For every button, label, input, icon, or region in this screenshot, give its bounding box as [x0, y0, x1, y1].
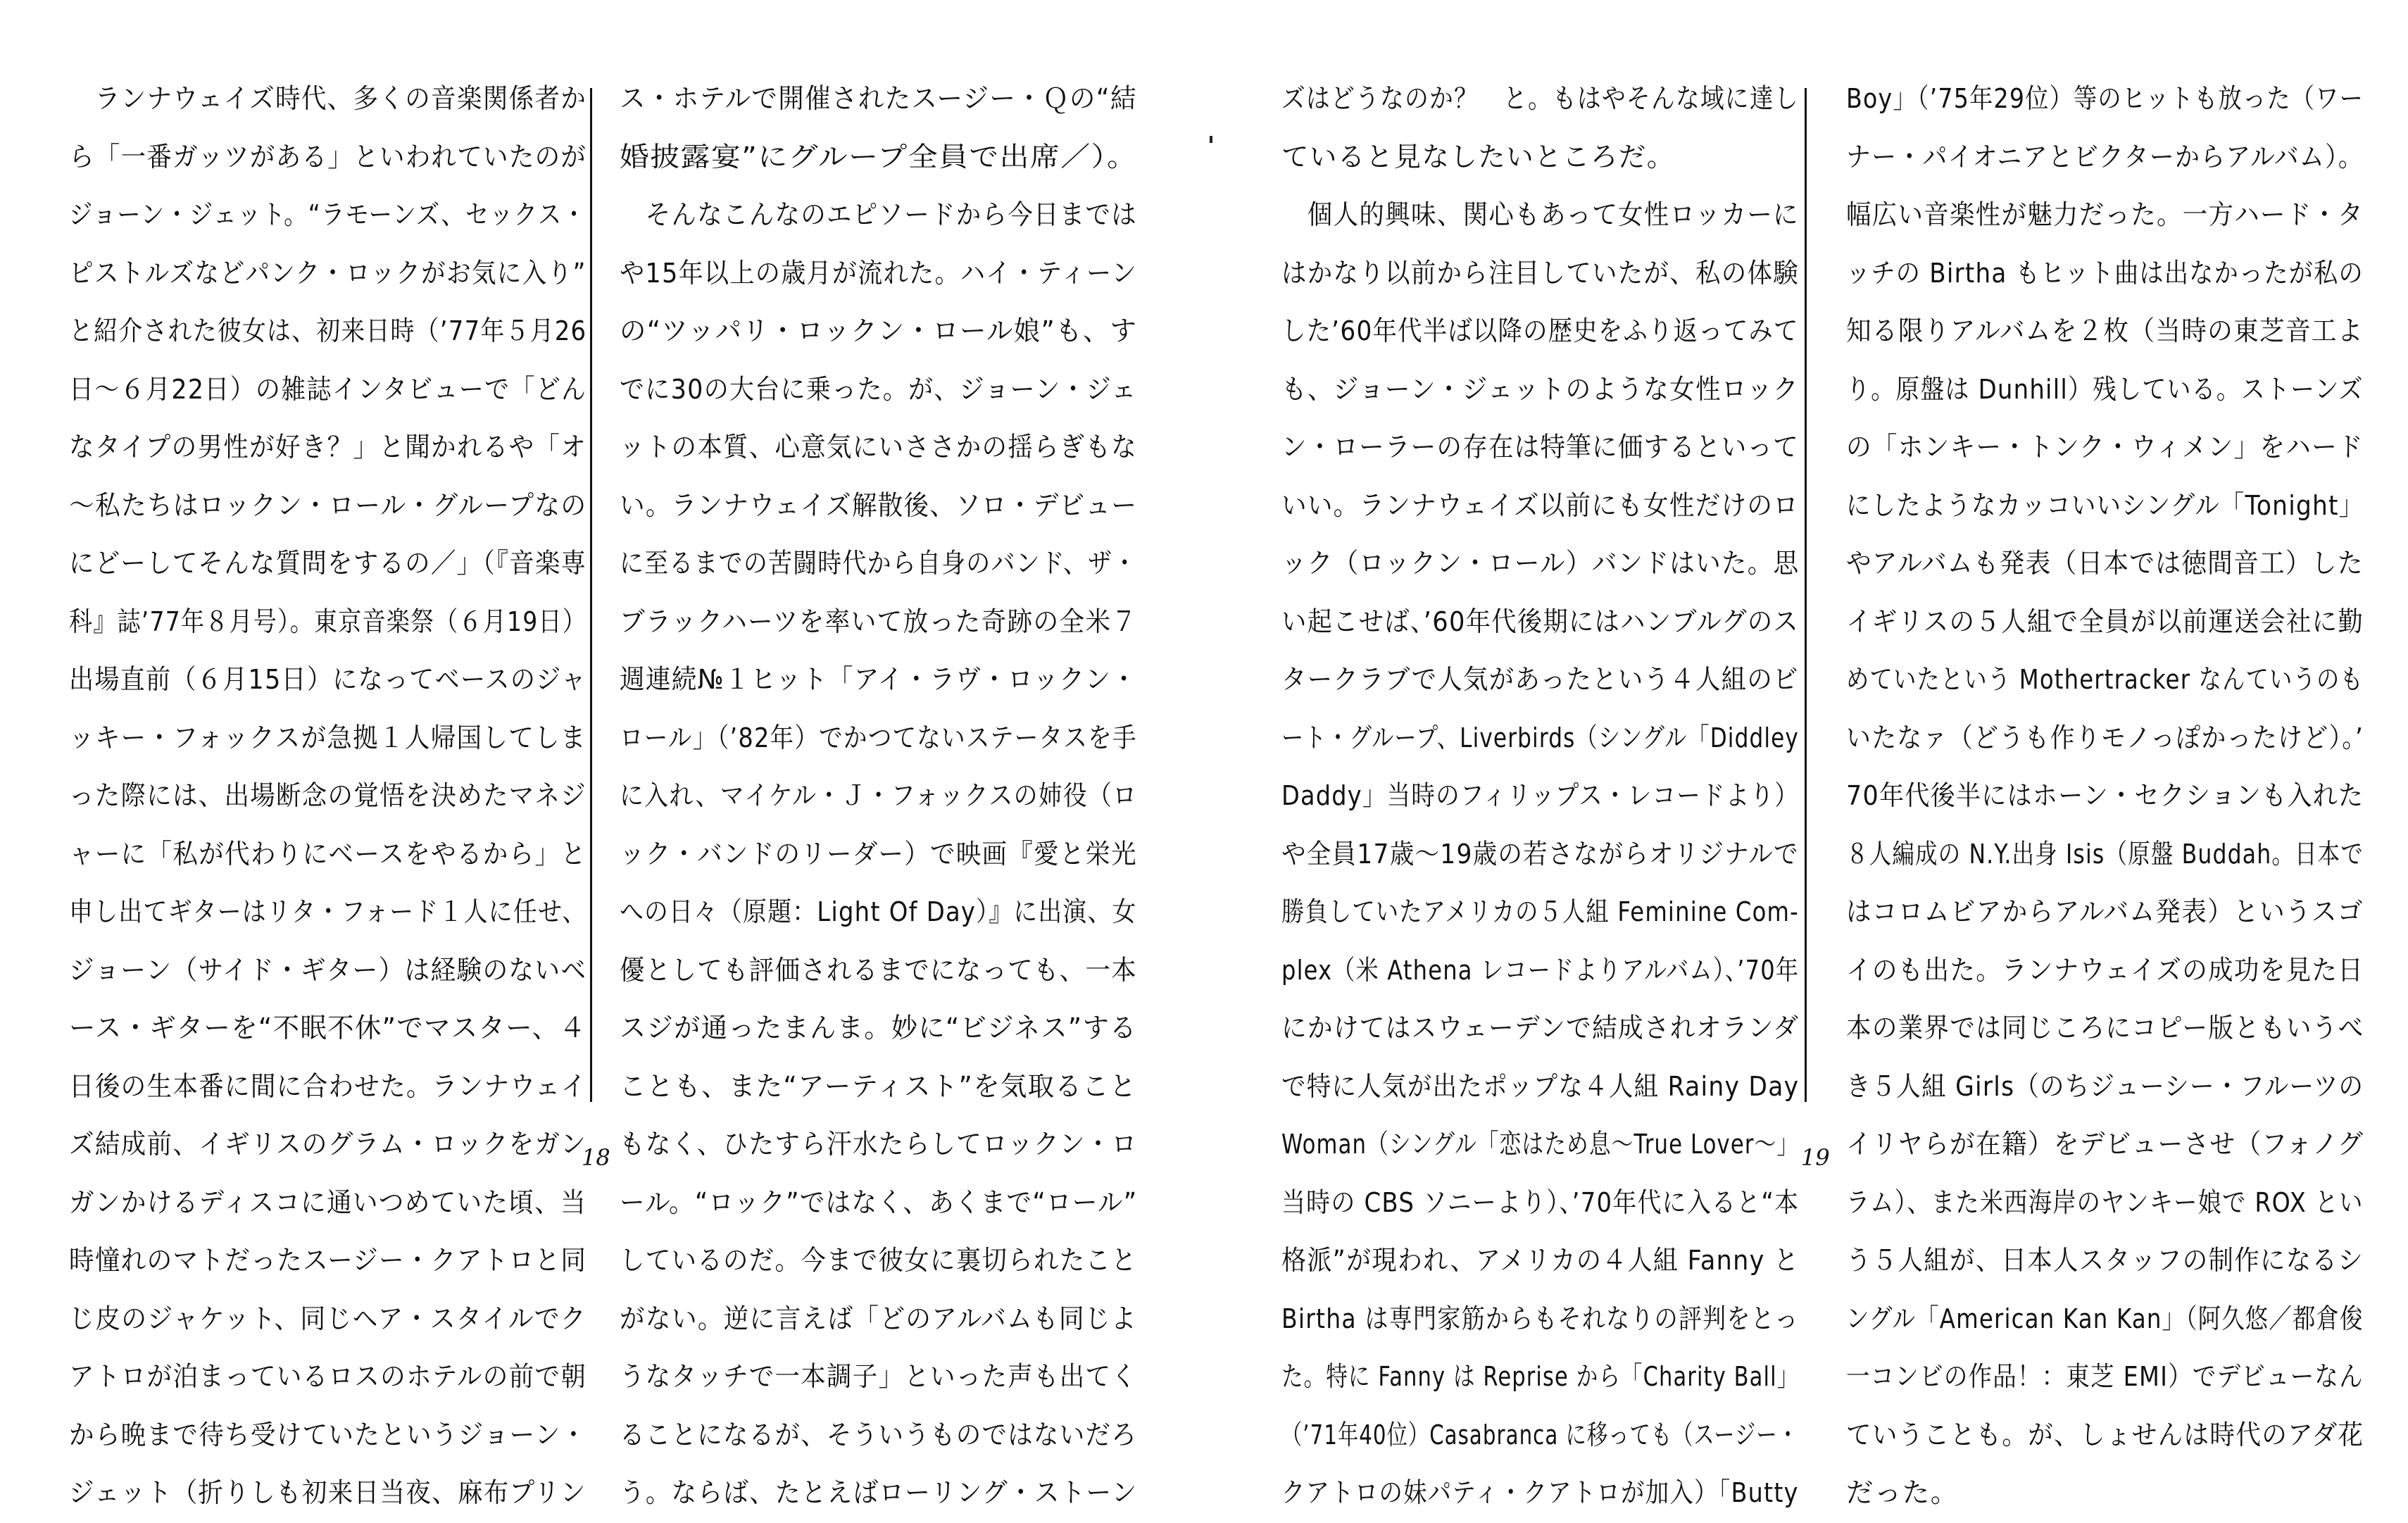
text-line: 幅広い音楽性が魅力だった。一方ハード・タ — [1846, 199, 2364, 231]
text-line: 当時の CBS ソニーより）、’70年代に入ると“本 — [1281, 1186, 1800, 1219]
gutter-mark — [1210, 136, 1212, 143]
page-number-left: 18 — [582, 1144, 610, 1171]
text-line: した’60年代半ば以降の歴史をふり返ってみて — [1281, 315, 1799, 347]
text-line: アトロが泊まっているロスのホテルの前で朝 — [69, 1361, 587, 1393]
text-line: と紹介された彼女は、初来日時（’77年５月26 — [69, 315, 587, 347]
text-line: ていると見なしたいところだ。 — [1281, 141, 1675, 173]
text-line: 優としても評価されるまでになっても、一本 — [620, 954, 1138, 986]
right-page-column-2 — [1846, 70, 2408, 1523]
text-line: も、ジョーン・ジェットのような女性ロック — [1281, 373, 1799, 406]
text-line: 知る限りアルバムを２枚（当時の東芝音工よ — [1846, 315, 2364, 347]
text-line: ート・グループ、Liverbirds（シングル「Diddley — [1281, 722, 1800, 754]
text-line: ナー・パイオニアとビクターからアルバム）。 — [1846, 141, 2364, 173]
text-line: ズはどうなのか？ と。もはやそんな域に達し — [1281, 83, 1799, 115]
text-line: ック・バンドのリーダー）で映画『愛と栄光 — [620, 838, 1138, 870]
text-line: 科』誌’77年８月号）。東京音楽祭（６月19日） — [69, 606, 587, 638]
text-line: 日後の生本番に間に合わせた。ランナウェイ — [69, 1070, 587, 1103]
text-line: や全員17歳〜19歳の若さながらオリジナルで — [1281, 838, 1799, 870]
text-line: イのも出た。ランナウェイズの成功を見た日 — [1846, 954, 2364, 986]
left-page-column-1 — [69, 70, 672, 1523]
text-line: う。ならば、たとえばローリング・ストーン — [620, 1477, 1138, 1509]
text-line: （’71年40位）Casabranca に移っても（スージー・ — [1281, 1419, 1799, 1451]
text-line: ガンかけるディスコに通いつめていた頃、当 — [69, 1186, 587, 1219]
text-line: の“ツッパリ・ロックン・ロール娘”も、す — [620, 315, 1138, 347]
text-line: はかなり以前から注目していたが、私の体験 — [1281, 257, 1800, 289]
text-line: でに30の大台に乗った。が、ジョーン・ジェ — [620, 373, 1137, 406]
text-line: いたなァ（どうも作りモノっぽかったけど）。’ — [1846, 722, 2364, 754]
text-line: 〜私たちはロックン・ロール・グループなの — [69, 489, 587, 522]
text-line: 時憧れのマトだったスージー・クアトロと同 — [69, 1245, 587, 1277]
text-line: 個人的興味、関心もあって女性ロッカーに — [1281, 199, 1799, 231]
text-line: うなタッチで一本調子」といった声も出てく — [620, 1361, 1138, 1393]
text-line: しているのだ。今まで彼女に裏切られたこと — [620, 1245, 1138, 1277]
text-line: 一コンビの作品！：東芝 EMI）でデビューなん — [1846, 1361, 2364, 1393]
text-line: 婚披露宴”にグループ全員で出席／）。 — [620, 141, 1138, 173]
text-line: ８人編成の N.Y.出身 Isis（原盤 Buddah。日本で — [1846, 838, 2364, 870]
text-line: ることになるが、そういうものではないだろ — [620, 1419, 1138, 1451]
left-page-column-2 — [620, 70, 1213, 1523]
text-line: ック（ロックン・ロール）バンドはいた。思 — [1281, 548, 1800, 579]
text-line: なタイプの男性が好き？」と聞かれるや「オ — [69, 432, 587, 463]
text-line: った際には、出場断念の覚悟を決めたマネジ — [69, 780, 587, 812]
text-line: ロール」（’82年）でかつてないステータスを手 — [620, 722, 1137, 754]
column-divider — [590, 88, 592, 1102]
text-line: ール。“ロック”ではなく、あくまで“ロール” — [620, 1186, 1138, 1219]
text-line: に入れ、マイケル・Ｊ・フォックスの姉役（ロ — [620, 780, 1138, 812]
text-line: 70年代後半にはホーン・セクションも入れた — [1846, 780, 2364, 812]
text-line: 本の業界では同じころにコピー版ともいうべ — [1846, 1013, 2364, 1044]
text-line: ジェット（折りしも初来日当夜、麻布プリン — [69, 1477, 587, 1509]
text-line: 日〜６月22日）の雑誌インタビューで「どん — [69, 373, 587, 406]
text-line: ピストルズなどパンク・ロックがお気に入り” — [69, 257, 587, 289]
text-line: ングル「American Kan Kan」（阿久悠／都倉俊 — [1846, 1303, 2364, 1335]
text-line: ら「一番ガッツがある」といわれていたのが — [69, 141, 587, 173]
text-line: ス・ホテルで開催されたスージー・Ｑの“結 — [620, 83, 1137, 115]
text-line: もなく、ひたすら汗水たらしてロックン・ロ — [620, 1129, 1138, 1160]
text-line: だった。 — [1846, 1477, 1959, 1509]
column-divider — [1805, 88, 1807, 1102]
text-line: そんなこんなのエピソードから今日までは — [620, 199, 1138, 231]
text-line: めていたという Mothertracker なんていうのも — [1846, 664, 2364, 696]
text-line: はコロムビアからアルバム発表）というスゴ — [1846, 896, 2364, 928]
text-line: Birtha は専門家筋からもそれなりの評判をとっ — [1281, 1303, 1799, 1335]
text-line: ャーに「私が代わりにベースをやるから」と — [69, 838, 587, 870]
text-line: にしたようなカッコいいシングル「Tonight」 — [1846, 489, 2364, 522]
text-line: ジョーン・ジェット。“ラモーンズ、セックス・ — [69, 199, 587, 231]
text-line: ランナウェイズ時代、多くの音楽関係者か — [69, 83, 587, 115]
text-line: う５人組が、日本人スタッフの制作になるシ — [1846, 1245, 2364, 1277]
text-line: た。特に Fanny は Reprise から「Charity Ball」 — [1281, 1361, 1800, 1393]
text-line: 申し出てギターはリタ・フォード１人に任せ、 — [69, 896, 587, 928]
text-line: いい。ランナウェイズ以前にも女性だけのロ — [1281, 489, 1800, 522]
text-line: イギリスの５人組で全員が以前運送会社に勤 — [1846, 606, 2364, 638]
text-line: ース・ギターを“不眠不休”でマスター、４ — [69, 1013, 587, 1044]
text-line: の「ホンキー・トンク・ウィメン」をハード — [1846, 432, 2364, 463]
text-line: への日々（原題：Light Of Day）』に出演、女 — [620, 896, 1137, 928]
text-line: い。ランナウェイズ解散後、ソロ・デビュー — [620, 489, 1138, 522]
text-line: い起こせば、’60年代後期にはハンブルグのス — [1281, 606, 1800, 638]
text-line: から晩まで待ち受けていたというジョーン・ — [69, 1419, 587, 1451]
text-line: Boy」（’75年29位）等のヒットも放った（ワー — [1846, 83, 2364, 115]
text-line: にかけてはスウェーデンで結成されオランダ — [1281, 1013, 1800, 1044]
text-line: ッチの Birtha もヒット曲は出なかったが私の — [1846, 257, 2364, 289]
text-line: 格派”が現われ、アメリカの４人組 Fanny と — [1281, 1245, 1800, 1277]
text-line: ジョーン（サイド・ギター）は経験のないベ — [69, 954, 587, 986]
text-line: Woman（シングル「恋はため息〜True Lover〜」 — [1281, 1129, 1800, 1160]
text-line: ラム）、また米西海岸のヤンキー娘で ROX とい — [1846, 1186, 2364, 1219]
text-line: ン・ローラーの存在は特筆に価するといって — [1281, 432, 1800, 463]
text-line: り。原盤は Dunhill）残している。ストーンズ — [1846, 373, 2364, 406]
text-line: クアトロの妹パティ・クアトロが加入）「Butty — [1281, 1477, 1799, 1509]
text-line: plex（米 Athena レコードよりアルバム）、’70年 — [1281, 954, 1800, 986]
text-line: にどーしてそんな質問をするの／」（『音楽専 — [69, 548, 587, 579]
text-line: き５人組 Girls（のちジューシー・フルーツの — [1846, 1070, 2364, 1103]
text-line: ブラックハーツを率いて放った奇跡の全米７ — [620, 606, 1138, 638]
text-line: やアルバムも発表（日本では徳間音工）した — [1846, 548, 2364, 579]
text-line: ットの本質、心意気にいささかの揺らぎもな — [620, 432, 1138, 463]
text-line: に至るまでの苦闘時代から自身のバンド、ザ・ — [620, 548, 1138, 579]
text-line: Daddy」当時のフィリップス・レコードより） — [1281, 780, 1799, 812]
text-line: ていうことも。が、しょせんは時代のアダ花 — [1846, 1419, 2364, 1451]
text-line: スジが通ったまんま。妙に“ビジネス”する — [620, 1013, 1137, 1044]
text-line: や15年以上の歳月が流れた。ハイ・ティーン — [620, 257, 1138, 289]
text-line: じ皮のジャケット、同じヘア・スタイルでク — [69, 1303, 587, 1335]
text-line: ことも、また“アーティスト”を気取ること — [620, 1070, 1137, 1103]
text-line: ッキー・フォックスが急拠１人帰国してしま — [69, 722, 587, 754]
text-line: 勝負していたアメリカの５人組 Feminine Com- — [1281, 896, 1799, 928]
text-line: がない。逆に言えば「どのアルバムも同じよ — [620, 1303, 1137, 1335]
text-line: 週連続№１ヒット「アイ・ラヴ・ロックン・ — [620, 664, 1138, 696]
text-line: タークラブで人気があったという４人組のビ — [1281, 664, 1799, 696]
text-line: 出場直前（６月15日）になってベースのジャ — [69, 664, 587, 696]
text-line: イリヤらが在籍）をデビューさせ（フォノグ — [1846, 1129, 2364, 1160]
text-line: ズ結成前、イギリスのグラム・ロックをガン — [69, 1129, 587, 1160]
text-line: で特に人気が出たポップな４人組 Rainy Day — [1281, 1070, 1800, 1103]
page-number-right: 19 — [1801, 1144, 1830, 1171]
